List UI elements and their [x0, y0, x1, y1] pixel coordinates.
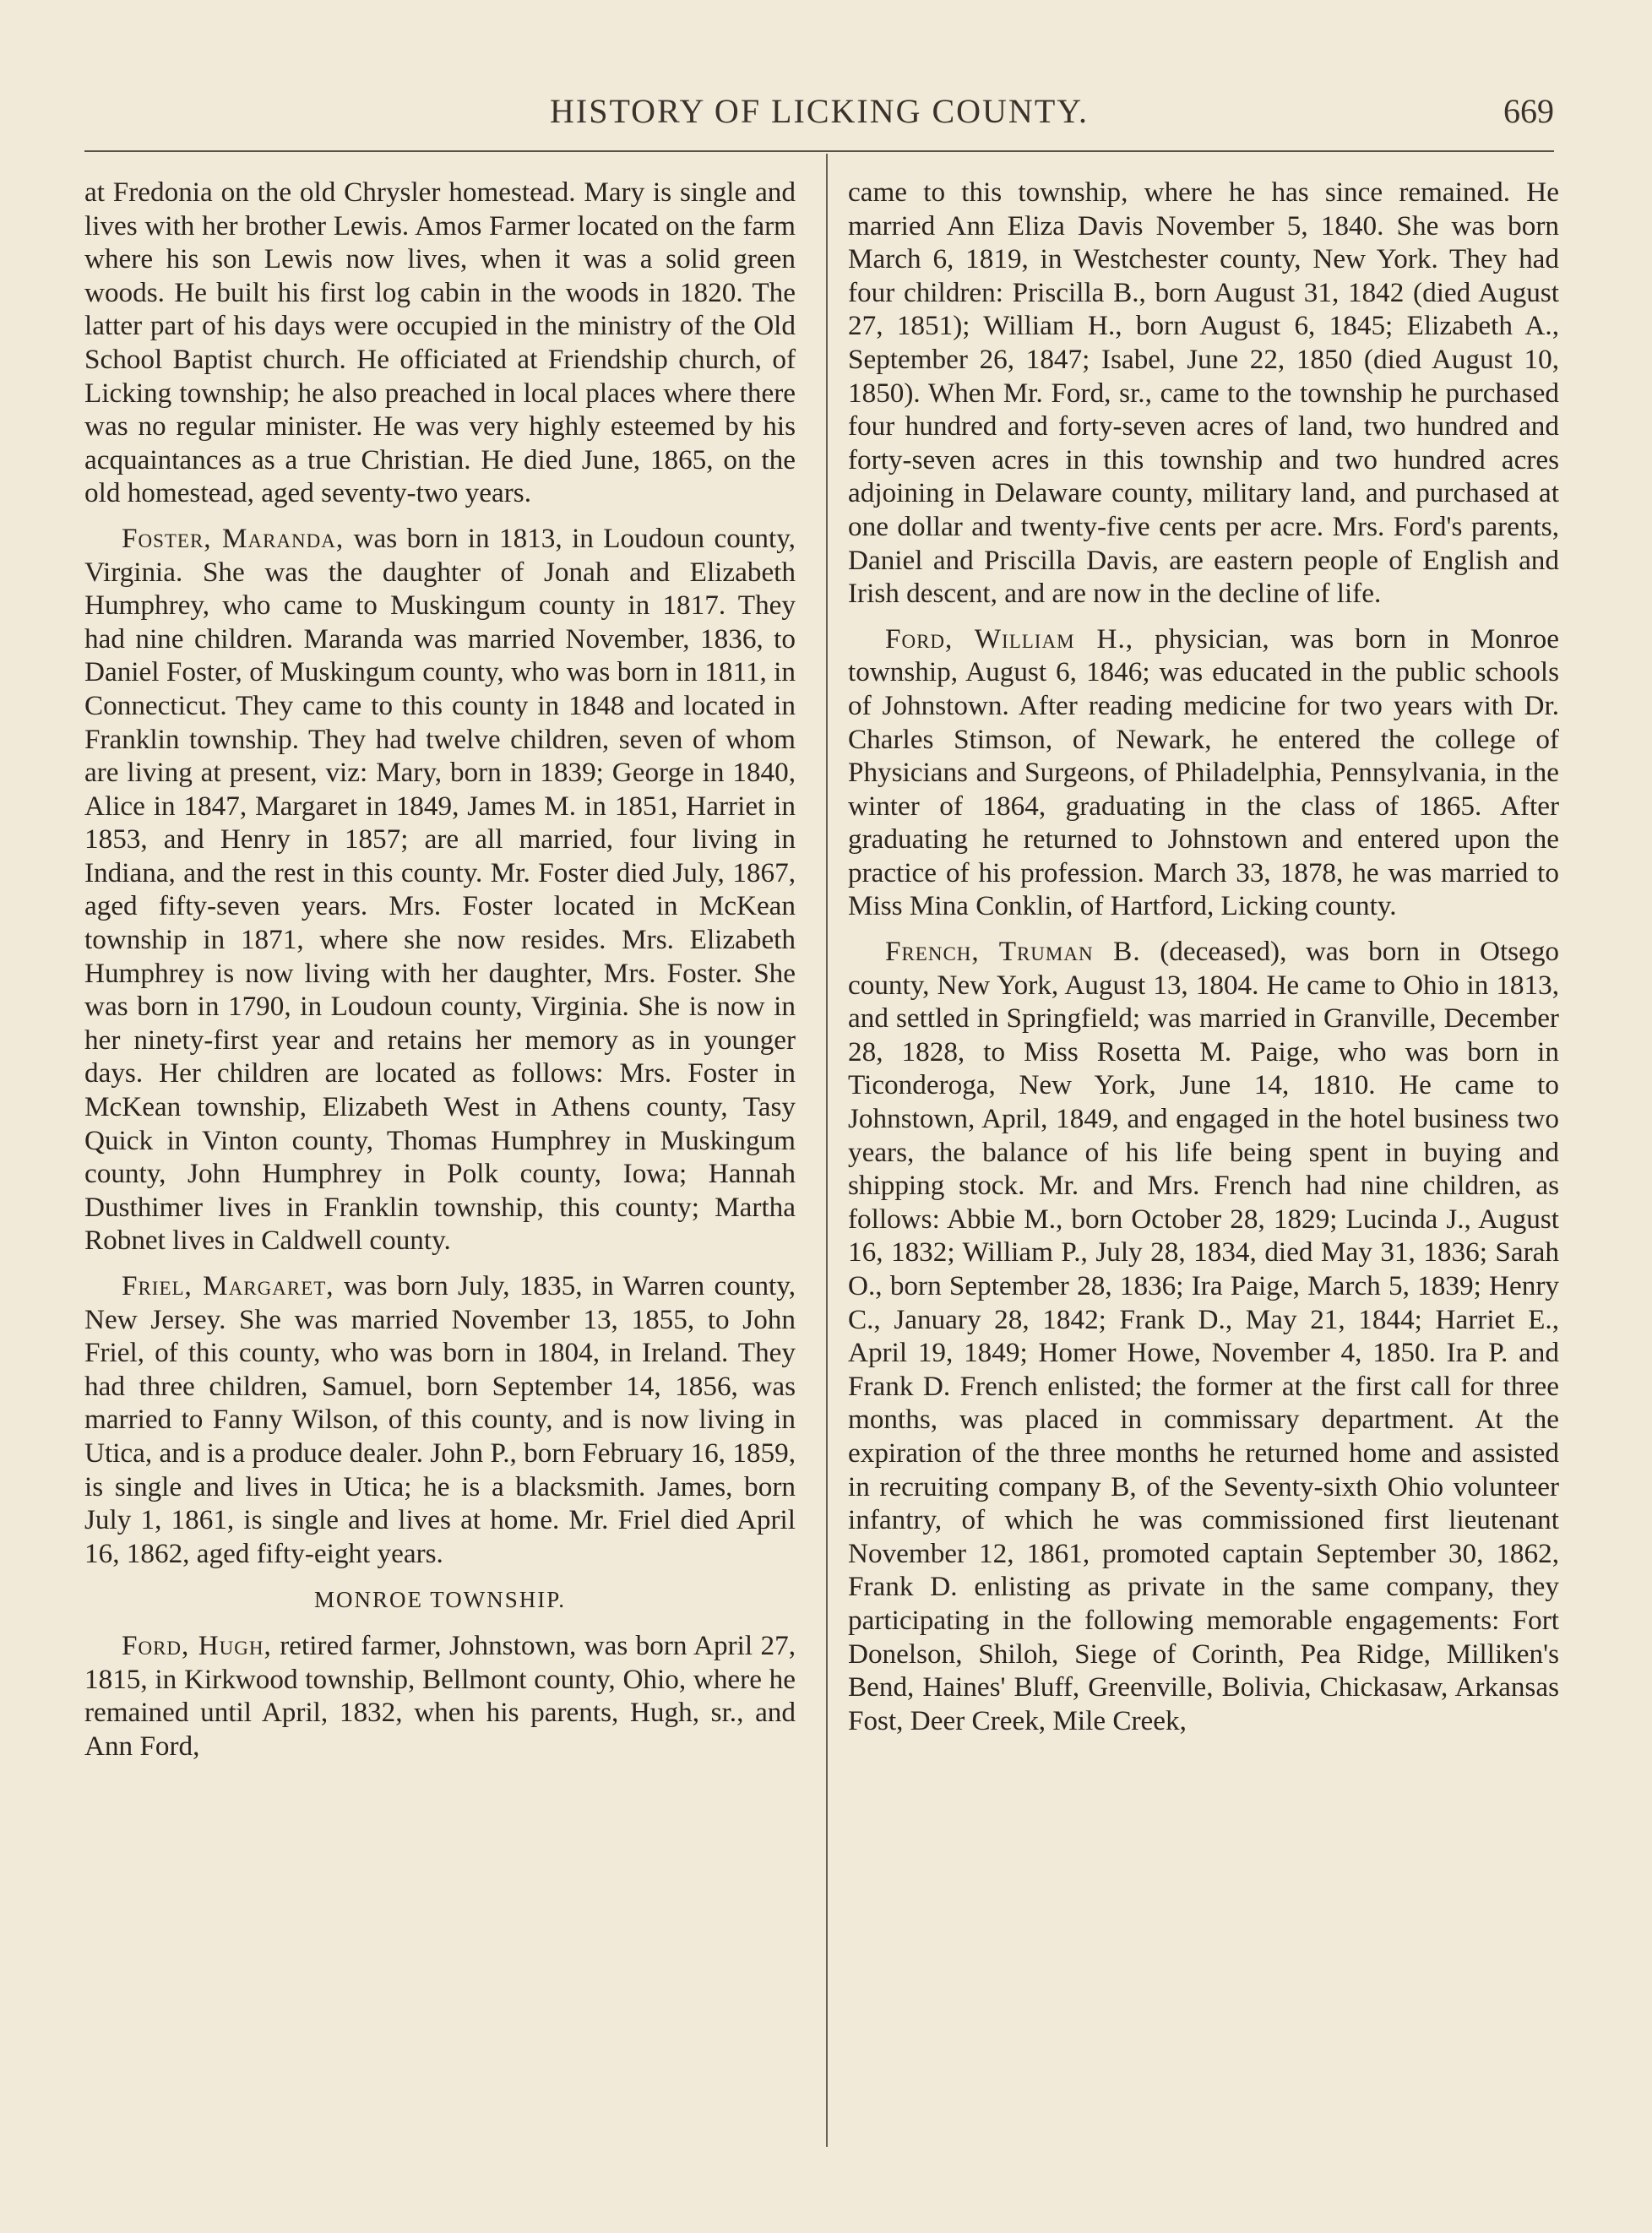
entry-ford-william — [848, 622, 1559, 923]
entry-text: (deceased), was born in Otsego county, New York, August 13, 1804. He came to Ohio in 1813, and settled in Springfield; was married in Granville, December 28, 1828, to Miss Rosetta M. Paige, who was born in Ticonderoga, New York, June 14, 1810. He came to Johnstown, April, 1849, and engaged in the hotel business two years, the balance of his life being spent in buying and shipping stock. Mr. and Mrs. French had nine children, as follows: Abbie M., born October 28, 1829; Lucinda J., August 16, 1832; William P., July 28, 1834, died May 31, 1836; Sarah O., born September 28, 1836; Ira Paige, March 5, 1839; Henry C., January 28, 1842; Frank D., May 21, 1844; Harriet E., April 19, 1849; Homer Howe, November 4, 1850. Ira P. and Frank D. French enlisted; the former at the first call for three months, was placed in commissary department. At the expiration of the three months he returned home and assisted in recruiting company B, of the Seventy-sixth Ohio volunteer infantry, of which he was commissioned first lieutenant November 12, 1861, promoted captain September 30, 1862, Frank D. enlisting as private in the same company, they participating in the following memorable engagements: Fort Donelson, Shiloh, Siege of Corinth, Pea Ridge, Milliken's Bend, Haines' Bluff, Greenville, Bolivia, Chickasaw, Arkansas Fost, Deer Creek, Mile Creek, — [848, 936, 1560, 1736]
entry-text: was born in 1813, in Loudoun county, Virginia. She was the daughter of Jonah and Elizabeth Humphrey, who came to Muskingum county in 1817. They had nine children. Maranda was married November, 1836, to Daniel Foster, of Muskingum county, who was born in 1811, in Connecticut. They came to this county in 1848 and located in Franklin township. They had twelve children, seven of whom are living at present, viz: Mary, born in 1839; George in 1840, Alice in 1847, Margaret in 1849, James M. in 1851, Harriet in 1853, and Henry in 1857; are all married, four living in Indiana, and the rest in this county. Mr. Foster died July, 1867, aged fifty-seven years. Mrs. Foster located in McKean township in 1871, where she now resides. Mrs. Elizabeth Humphrey is now living with her daughter, Mrs. Foster. She was born in 1790, in Loudoun county, Virginia. She is now in her ninety-first year and retains her memory as in younger days. Her children are located as follows: Mrs. Foster in McKean township, Elizabeth West in Athens county, Tasy Quick in Vinton county, Thomas Humphrey in Muskingum county, John Humphrey in Polk county, Iowa; Hannah Dusthimer lives in Franklin township, this county; Martha Robnet lives in Caldwell county. — [84, 522, 796, 1257]
entry-foster-maranda — [84, 522, 796, 1258]
running-title: HISTORY OF LICKING COUNTY. — [550, 92, 1089, 130]
entry-text: retired farmer, Johnstown, was born April 27, 1815, in Kirkwood township, Bellmont county, Ohio, where he remained until April, 1832, when his parents, Hugh, sr., and Ann Ford, — [84, 1629, 796, 1762]
right-column — [848, 176, 1559, 1749]
header-rule — [84, 150, 1554, 152]
paragraph-ford-hugh-continued: came to this township, where he has since remained. He married Ann Eliza Davis November 5, 1840. She was born March 6, 1819, in Westchester county, New York. They had four children: Priscilla B., born August 31, 1842 (died August 27, 1851); William H., born August 6, 1845; Elizabeth A., September 26, 1847; Isabel, June 22, 1850 (died August 10, 1850). When Mr. Ford, sr., came to the township he purchased four hundred and forty-seven acres of land, two hundred and forty-seven acres in this township and two hundred acres adjoining in Delaware county, military land, and purchased at one dollar and twenty-five cents per acre. Mrs. Ford's parents, Daniel and Priscilla Davis, are eastern people of English and Irish descent, and are now in the decline of life. — [848, 177, 1559, 610]
entry-friel-margaret — [84, 1269, 796, 1570]
entry-ford-hugh — [84, 1629, 796, 1763]
page-number: 669 — [1503, 92, 1554, 130]
column-divider — [826, 154, 828, 2147]
entry-text: physician, was born in Monroe township, August 6, 1846; was educated in the public schools of Johnstown. After reading medicine for two years with Dr. Charles Stimson, of Newark, he entered the college of Physicians and Surgeons, of Philadelphia, Pennsylvania, in the winter of 1864, graduating in the class of 1865. After graduating he returned to Johnstown and entered upon the practice of his profession. March 33, 1878, he was married to Miss Mina Conklin, of Hartford, Licking county. — [848, 622, 1559, 922]
entry-name: Ford, Hugh, — [122, 1629, 272, 1661]
paragraph-farmer-continued: at Fredonia on the old Chrysler homestead. Mary is single and lives with her brother Lewis. Amos Farmer located on the farm where his son Lewis now lives, when it was a solid green woods. He built his first log cabin in the woods in 1820. The latter part of his days were occupied in the ministry of the Old School Baptist church. He officiated at Friendship church, of Licking township; he also preached in local places where there was no regular minister. He was very highly esteemed by his acquaintances as a true Christian. He died June, 1865, on the old homestead, aged seventy-two years. — [84, 177, 796, 509]
entry-name: Ford, William H., — [885, 622, 1134, 655]
page-header — [84, 81, 1554, 140]
entry-name: Friel, Margaret, — [122, 1270, 334, 1301]
section-heading: MONROE TOWNSHIP. — [313, 1587, 567, 1613]
entry-name: Foster, Maranda, — [122, 522, 345, 554]
entry-name: French, Truman B. — [885, 936, 1141, 968]
left-column — [84, 176, 796, 1774]
entry-french-truman — [848, 935, 1559, 1737]
entry-text: was born July, 1835, in Warren county, New Jersey. She was married November 13, 1855, to John Friel, of this county, who was born in 1804, in Ireland. They had three children, Samuel, born September 14, 1856, was married to Fanny Wilson, of this county, and is now living in Utica, and is a produce dealer. John P., born February 16, 1859, is single and lives in Utica; he is a blacksmith. James, born July 1, 1861, is single and lives at home. Mr. Friel died April 16, 1862, aged fifty-eight years. — [84, 1270, 796, 1569]
